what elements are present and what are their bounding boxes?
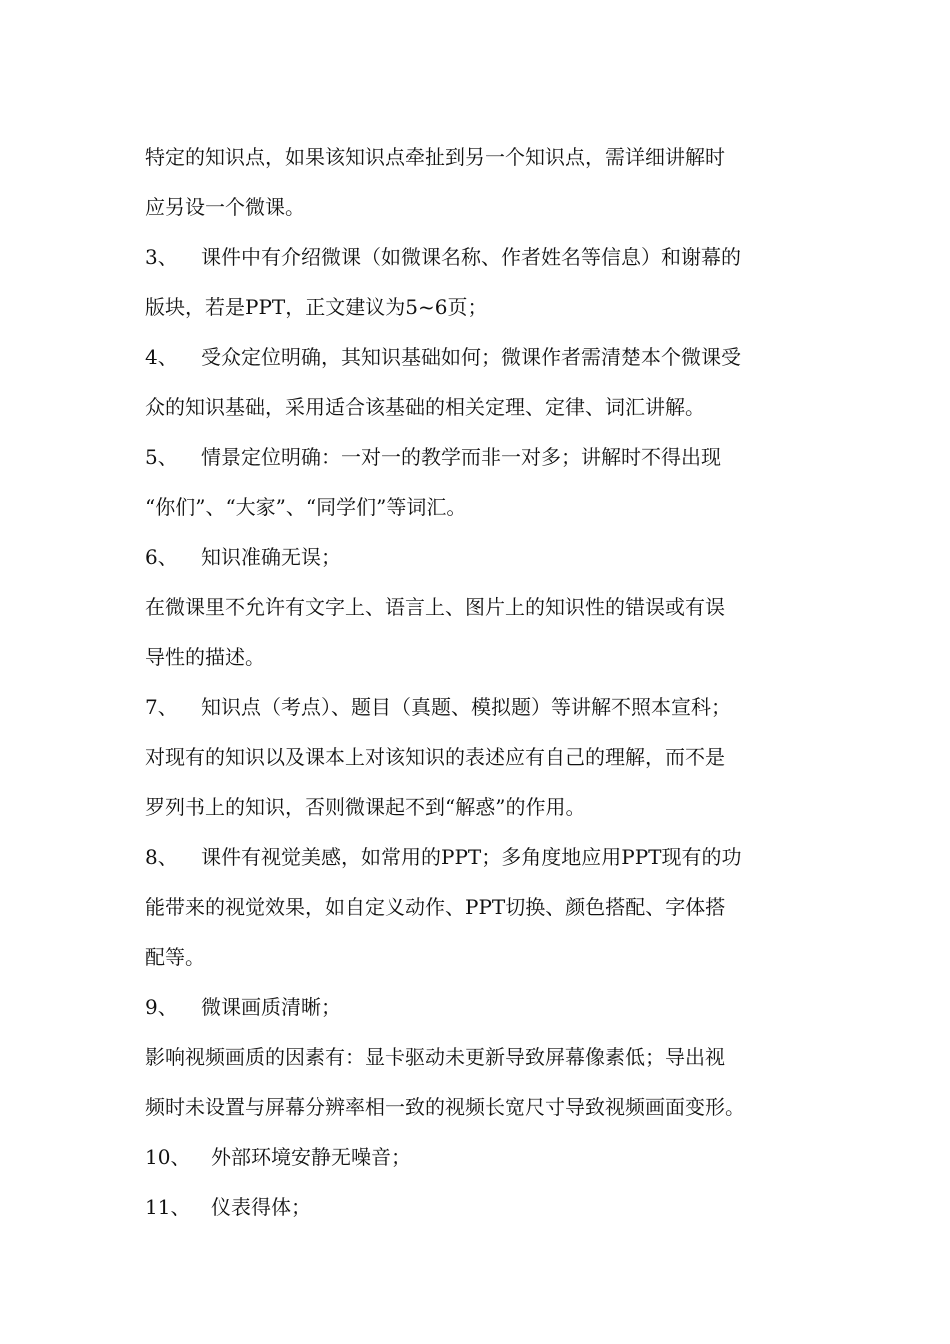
text-line-1 xyxy=(145,132,825,182)
line-text: 配等。 xyxy=(145,945,205,969)
line-text: 导性的描述。 xyxy=(145,645,265,669)
document-text xyxy=(145,132,825,1232)
list-number: 8、 xyxy=(145,845,178,869)
line-text: 版块，若是PPT，正文建议为5~6页； xyxy=(145,295,488,319)
list-number: 3、 xyxy=(145,245,178,269)
text-line-14 xyxy=(145,782,825,832)
text-line-20 xyxy=(145,1082,825,1132)
text-line-13 xyxy=(145,732,825,782)
list-item-3 xyxy=(145,232,825,282)
line-text: 能带来的视觉效果，如自定义动作、PPT切换、颜色搭配、字体搭 xyxy=(145,895,726,919)
line-text: 知识点（考点）、题目（真题、模拟题）等讲解不照本宣科； xyxy=(201,695,731,719)
line-text: 外部环境安静无噪音； xyxy=(211,1145,411,1169)
line-text: 影响视频画质的因素有：显卡驱动未更新导致屏幕像素低；导出视 xyxy=(145,1045,725,1069)
line-text: 课件中有介绍微课（如微课名称、作者姓名等信息）和谢幕的 xyxy=(201,245,741,269)
list-number: 11、 xyxy=(145,1195,191,1219)
line-text: 知识准确无误； xyxy=(201,545,341,569)
list-item-6 xyxy=(145,532,825,582)
list-item-11 xyxy=(145,1182,825,1232)
line-text: 微课画质清晰； xyxy=(201,995,341,1019)
list-item-10 xyxy=(145,1132,825,1182)
text-line-19 xyxy=(145,1032,825,1082)
list-item-8 xyxy=(145,832,825,882)
text-line-10 xyxy=(145,582,825,632)
line-text: “你们”、“大家”、“同学们”等词汇。 xyxy=(145,495,467,519)
line-text: 受众定位明确，其知识基础如何；微课作者需清楚本个微课受 xyxy=(201,345,741,369)
text-line-8 xyxy=(145,482,825,532)
text-line-16 xyxy=(145,882,825,932)
line-text: 众的知识基础，采用适合该基础的相关定理、定律、词汇讲解。 xyxy=(145,395,705,419)
line-text: 情景定位明确：一对一的教学而非一对多；讲解时不得出现 xyxy=(201,445,721,469)
line-text: 课件有视觉美感，如常用的PPT；多角度地应用PPT现有的功 xyxy=(201,845,742,869)
list-item-4 xyxy=(145,332,825,382)
text-line-17 xyxy=(145,932,825,982)
text-line-6 xyxy=(145,382,825,432)
list-item-5 xyxy=(145,432,825,482)
line-text: 特定的知识点，如果该知识点牵扯到另一个知识点，需详细讲解时 xyxy=(145,145,725,169)
list-number: 10、 xyxy=(145,1145,191,1169)
line-text: 对现有的知识以及课本上对该知识的表述应有自己的理解，而不是 xyxy=(145,745,725,769)
list-number: 6、 xyxy=(145,545,178,569)
line-text: 仪表得体； xyxy=(211,1195,311,1219)
list-item-7 xyxy=(145,682,825,732)
text-line-2 xyxy=(145,182,825,232)
line-text: 应另设一个微课。 xyxy=(145,195,305,219)
line-text: 频时未设置与屏幕分辨率相一致的视频长宽尺寸导致视频画面变形。 xyxy=(145,1095,745,1119)
list-number: 9、 xyxy=(145,995,178,1019)
line-text: 在微课里不允许有文字上、语言上、图片上的知识性的错误或有误 xyxy=(145,595,725,619)
text-line-4 xyxy=(145,282,825,332)
list-number: 5、 xyxy=(145,445,178,469)
list-number: 7、 xyxy=(145,695,178,719)
list-number: 4、 xyxy=(145,345,178,369)
list-item-9 xyxy=(145,982,825,1032)
text-line-11 xyxy=(145,632,825,682)
line-text: 罗列书上的知识，否则微课起不到“解惑”的作用。 xyxy=(145,795,586,819)
